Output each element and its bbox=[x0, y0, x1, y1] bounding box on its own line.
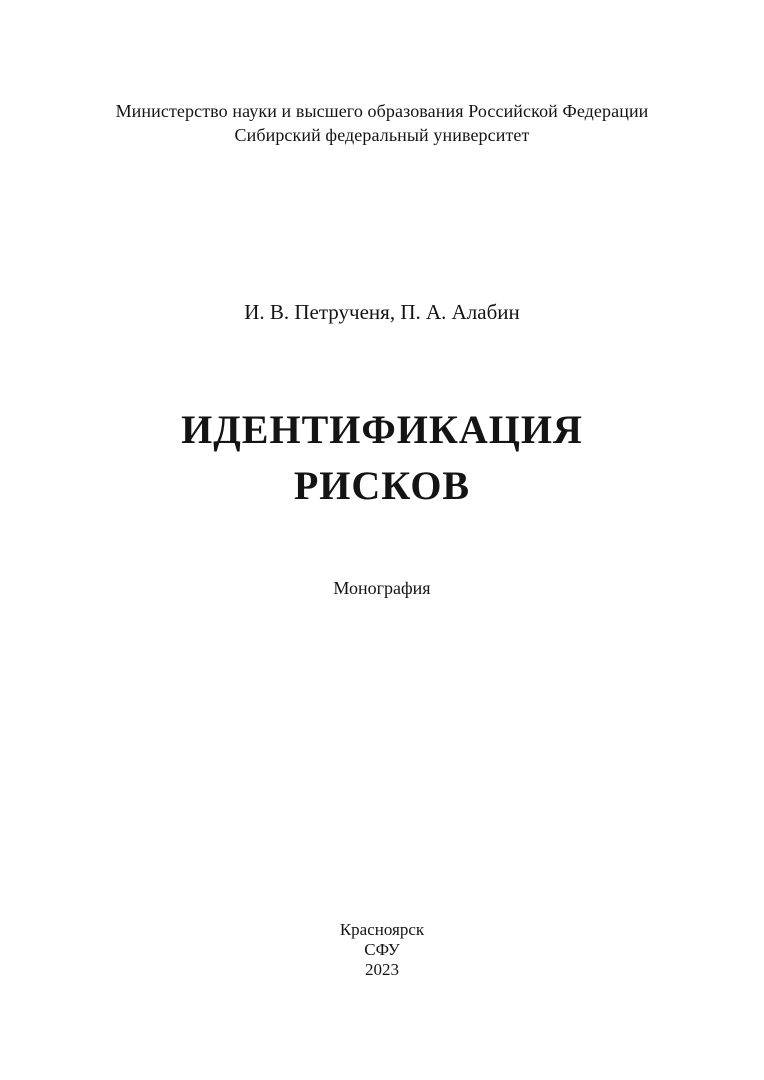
authors-line: И. В. Петрученя, П. А. Алабин bbox=[244, 300, 520, 324]
ministry-line: Министерство науки и высшего образования Российской Федерации bbox=[115, 101, 649, 121]
header bbox=[0, 99, 764, 147]
subtitle: Монография bbox=[333, 578, 431, 598]
imprint-year: 2023 bbox=[365, 960, 399, 979]
imprint-publisher: СФУ bbox=[364, 940, 400, 959]
book-title bbox=[0, 402, 764, 514]
imprint bbox=[0, 920, 764, 980]
book-title-line1: ИДЕНТИФИКАЦИЯ bbox=[181, 407, 583, 452]
book-title-line2: РИСКОВ bbox=[293, 463, 471, 508]
imprint-city: Красноярск bbox=[339, 920, 425, 939]
university-line: Сибирский федеральный университет bbox=[234, 125, 530, 145]
